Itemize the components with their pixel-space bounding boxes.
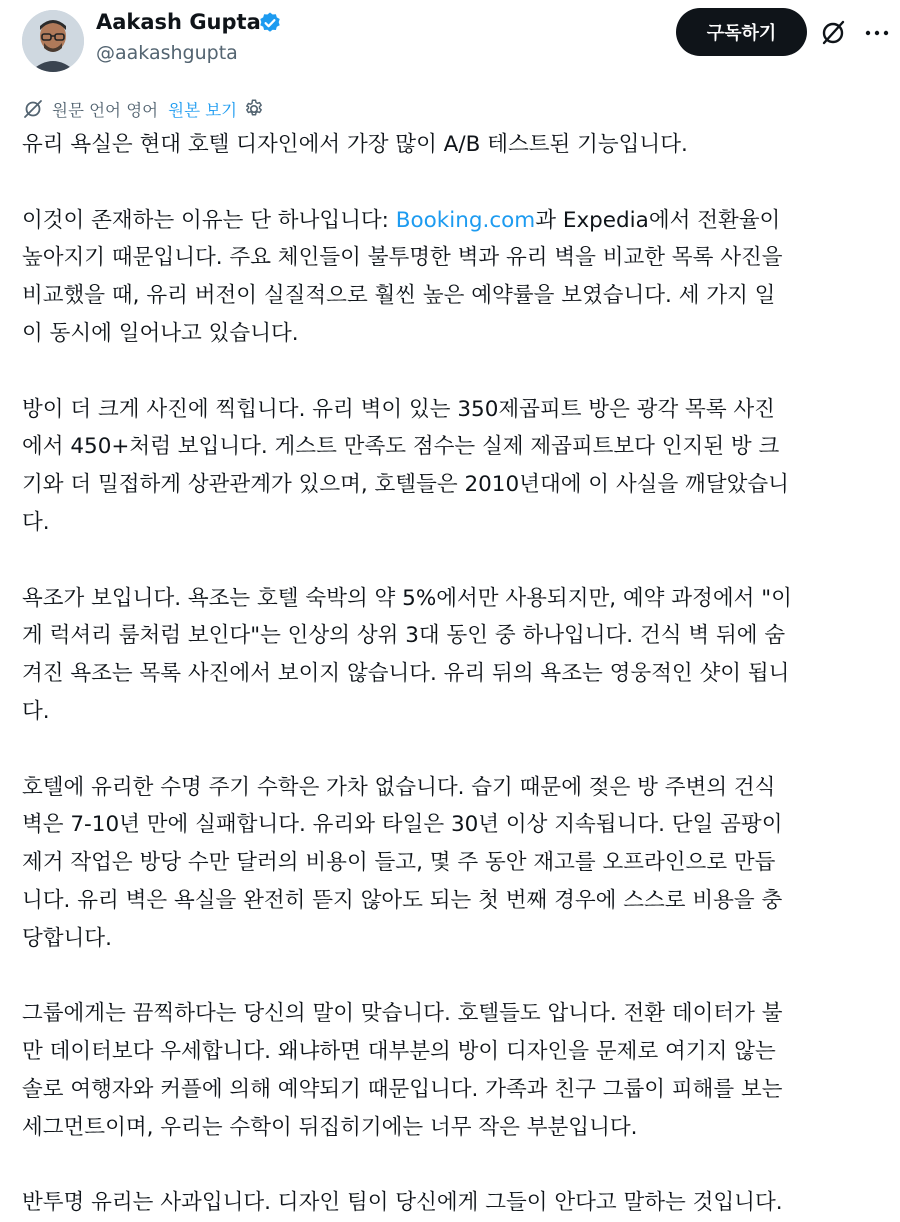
verified-badge-icon	[258, 11, 282, 35]
post-paragraph: 반투명 유리는 사과입니다. 디자인 팀이 당신에게 그들이 안다고 말하는 것입니다.	[22, 1190, 783, 1216]
post-paragraph: 유리 욕실은 현대 호텔 디자인에서 가장 많이 A/B 테스트된 기능입니다.	[22, 132, 688, 157]
author-handle[interactable]: @aakashgupta	[96, 42, 238, 64]
avatar[interactable]	[22, 10, 84, 72]
post-paragraph: 호텔에 유리한 수명 주기 수학은 가차 없습니다. 습기 때문에 젖은 방 주변의 건식 벽은 7-10년 만에 실패합니다. 유리와 타일은 30년 이상 지속됩니다. 단일 곰팡이 제거 작업은 방당 수만 달러의 비용이 들고, 몇 주 동안 재고를 오프라인으로 만듭 니다. 유리 벽은 욕실을 완전히 뜯지 않아도 되는 첫 번째 경우에 스스로 비용을 충 당합니다.	[22, 774, 783, 951]
translation-label: 원문 언어 영어	[52, 101, 159, 120]
post-header	[0, 0, 900, 88]
translation-bar	[22, 95, 265, 123]
translate-icon	[22, 98, 44, 120]
gear-icon[interactable]	[243, 98, 265, 120]
show-original-link[interactable]: 원본 보기	[168, 101, 238, 120]
subscribe-button[interactable]: 구독하기	[676, 8, 807, 56]
post-paragraph	[22, 202, 890, 353]
post-paragraph: 욕조가 보입니다. 욕조는 호텔 숙박의 약 5%에서만 사용되지만, 예약 과정에서 "이 게 럭셔리 룸처럼 보인다"는 인상의 상위 3대 동인 중 하나입니다. 건식 벽 뒤에 숨 겨진 욕조는 목록 사진에서 보이지 않습니다. 유리 뒤의 욕조는 영웅적인 샷이 됩니 다.	[22, 585, 792, 724]
more-icon[interactable]	[862, 18, 892, 48]
paragraph-text: 이것이 존재하는 이유는 단 하나입니다:	[22, 207, 396, 233]
avatar-image	[22, 10, 84, 72]
booking-link[interactable]: Booking.com	[395, 207, 536, 233]
post-body	[22, 126, 890, 1222]
post-paragraph: 방이 더 크게 사진에 찍힙니다. 유리 벽이 있는 350제곱피트 방은 광각 목록 사진 에서 450+처럼 보입니다. 게스트 만족도 점수는 실제 제곱피트보다 인지된 방 크 기와 더 밀접하게 상관관계가 있으며, 호텔들은 2010년대에 이 사실을 깨달았습니 다.	[22, 396, 789, 535]
post-paragraph: 그룹에게는 끔찍하다는 당신의 말이 맞습니다. 호텔들도 압니다. 전환 데이터가 불 만 데이터보다 우세합니다. 왜냐하면 대부분의 방이 디자인을 문제로 여기지 않는 솔로 여행자와 커플에 의해 예약되기 때문입니다. 가족과 친구 그룹이 피해를 보는 세그먼트이며, 우리는 수학이 뒤집히기에는 너무 작은 부분입니다.	[22, 1001, 783, 1140]
grok-icon[interactable]	[818, 18, 848, 48]
author-name[interactable]: Aakash Gupta	[96, 10, 261, 34]
paragraph-text: 과 Expedia에서 전환율이 높아지기 때문입니다. 주요 체인들이 불투명한 벽과 유리 벽을 비교한 목록 사진을 비교했을 때, 유리 버전이 실질적으로 훨씬 높은 예약률을 보였습니다. 세 가지 일 이 동시에 일어나고 있습니다.	[22, 207, 783, 346]
